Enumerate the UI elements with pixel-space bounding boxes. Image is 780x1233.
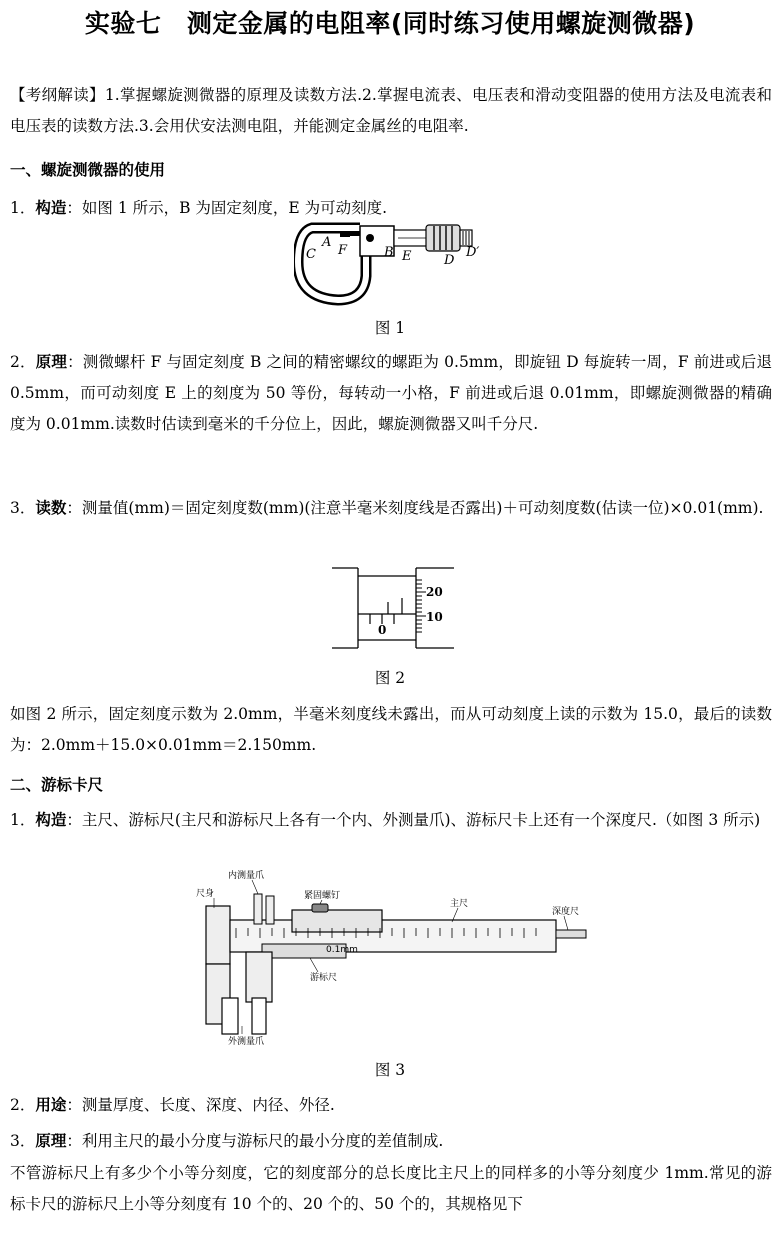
vernier-paragraph: 不管游标尺上有多少个小等分刻度，它的刻度部分的总长度比主尺上的同样多的小等分刻度少 1mm.常见的游标卡尺的游标尺上小等分刻度有 10 个的、20 个的、50 个的，其规格见下 — [10, 1164, 772, 1213]
label-vernier: 游标尺 — [310, 973, 338, 983]
label-body: 尺身 — [196, 889, 215, 899]
label-f: F — [338, 243, 348, 258]
item-text: ：测微螺杆 F 与固定刻度 B 之间的精密螺纹的螺距为 0.5mm，即旋钮 D 每旋转一周，F 前进或后退 0.5mm，而可动刻度 E 上的刻度为 50 等份，每转动一小格，F 前进或后退 0.01mm，即螺旋测微器的精确度为 0.01mm.读数时估读到毫米的千分位上，因此，螺旋测微器又叫千分尺. — [10, 353, 772, 433]
figure2-caption: 图 2 — [374, 669, 406, 687]
keyword: 用途 — [35, 1096, 67, 1114]
item-text: ：测量值(mm)＝固定刻度数(mm)(注意半毫米刻度线是否露出)＋可动刻度数(估读一位)×0.01(mm). — [66, 499, 764, 517]
item-text: ：如图 1 所示，B 为固定刻度，E 为可动刻度. — [66, 199, 388, 217]
item-number: 2． — [10, 1096, 36, 1114]
item-number: 1． — [10, 811, 36, 829]
keyword: 构造 — [35, 811, 67, 829]
label-inner-jaw: 内测量爪 — [228, 871, 265, 881]
micrometer-reading-figure — [330, 566, 456, 652]
label-depth: 深度尺 — [552, 907, 580, 917]
vernier-usage — [10, 1093, 772, 1115]
item-text: ：利用主尺的最小分度与游标尺的最小分度的差值制成. — [66, 1132, 444, 1150]
keyword: 读数 — [35, 499, 67, 517]
label-outer-jaw: 外测量爪 — [228, 1037, 265, 1046]
micrometer-principle — [10, 347, 772, 440]
micrometer-figure — [294, 214, 486, 306]
item-number: 3． — [10, 499, 36, 517]
label-unit: 0.1mm — [326, 945, 358, 955]
label-c: C — [306, 247, 316, 262]
item-number: 2． — [10, 353, 36, 371]
section-heading-micrometer: 一、螺旋测微器的使用 — [10, 161, 166, 179]
keyword: 原理 — [35, 1132, 67, 1150]
micrometer-reading — [10, 493, 772, 524]
scale-label-10: 10 — [426, 610, 443, 624]
intro-paragraph: 【考纲解读】1.掌握螺旋测微器的原理及读数方法.2.掌握电流表、电压表和滑动变阻器的使用方法及电流表和电压表的读数方法.3.会用伏安法测电阻，并能测定金属丝的电阻率. — [10, 86, 772, 135]
vernier-structure — [10, 805, 772, 836]
figure2-explanation: 如图 2 所示，固定刻度示数为 2.0mm，半毫米刻度线未露出，而从可动刻度上读的示数为 15.0，最后的读数为：2.0mm＋15.0×0.01mm＝2.150mm. — [10, 705, 772, 754]
item-text: ：测量厚度、长度、深度、内径、外径. — [66, 1096, 335, 1114]
vernier-caliper-figure — [192, 866, 590, 1046]
vernier-principle — [10, 1129, 772, 1151]
label-screw: 紧固螺钉 — [304, 891, 341, 901]
section-heading-vernier: 二、游标卡尺 — [10, 776, 104, 794]
page-title: 实验七 测定金属的电阻率(同时练习使用螺旋测微器) — [84, 9, 696, 38]
item-number: 1． — [10, 199, 36, 217]
label-d: D — [444, 253, 455, 268]
label-e: E — [402, 249, 412, 264]
scale-label-0: 0 — [378, 623, 387, 637]
item-text: ：主尺、游标尺(主尺和游标尺上各有一个内、外测量爪)、游标尺卡上还有一个深度尺.（如图 3 所示) — [66, 811, 761, 829]
label-main-scale: 主尺 — [450, 899, 469, 909]
figure1-caption: 图 1 — [374, 319, 406, 337]
item-number: 3． — [10, 1132, 36, 1150]
label-a: A — [322, 235, 332, 250]
label-b: B — [384, 245, 394, 260]
keyword: 原理 — [35, 353, 68, 371]
keyword: 构造 — [35, 199, 67, 217]
scale-label-20: 20 — [426, 585, 443, 599]
figure3-caption: 图 3 — [374, 1061, 406, 1079]
label-d-prime: D′ — [466, 245, 480, 260]
